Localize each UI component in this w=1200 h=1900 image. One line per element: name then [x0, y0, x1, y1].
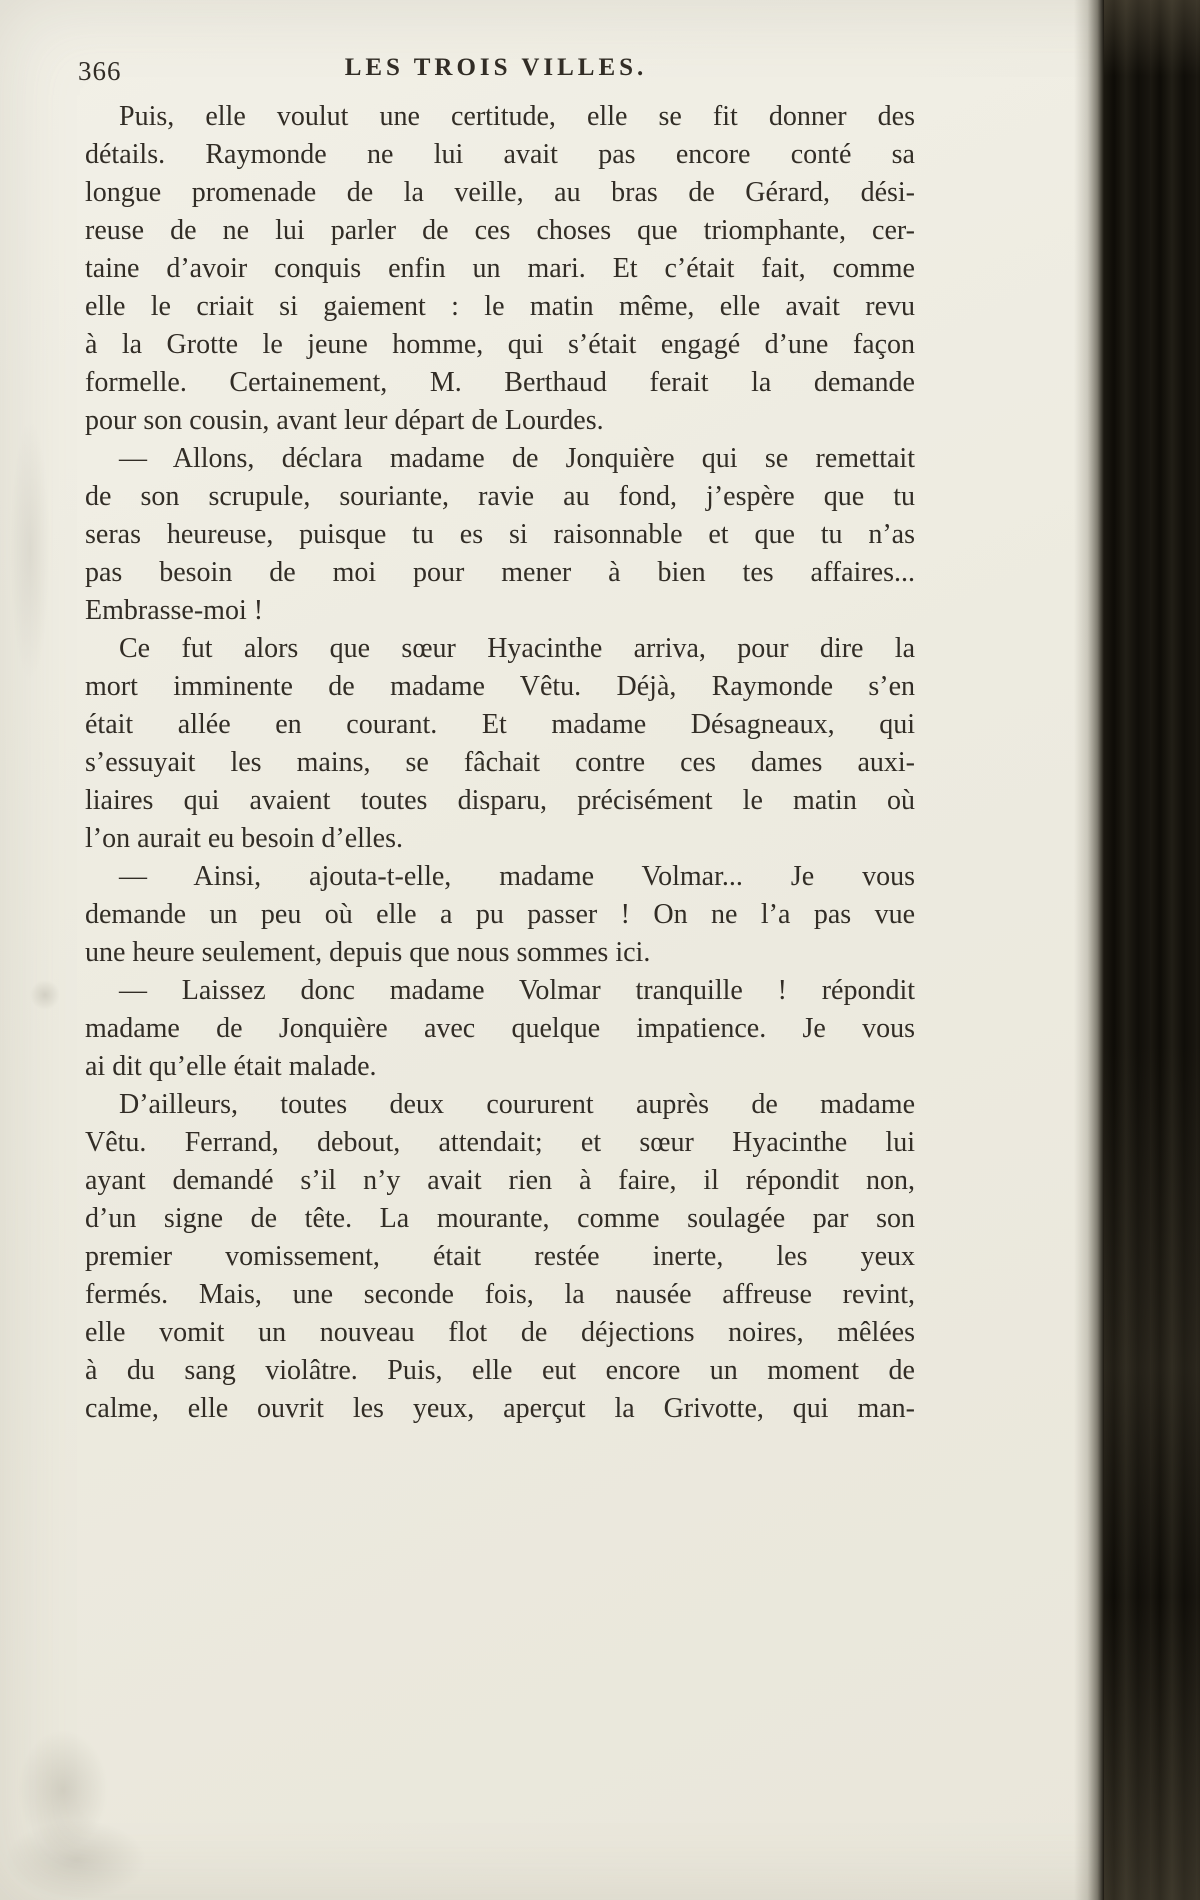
scan-smudge [18, 1730, 108, 1850]
text-line: elle vomit un nouveau flot de déjections noires, mêlées [85, 1317, 915, 1348]
text-line: seras heureuse, puisque tu es si raisonnable et que tu n’as [85, 519, 915, 550]
text-line: liaires qui avaient toutes disparu, précisément le matin où [85, 785, 915, 816]
paragraph [85, 630, 915, 858]
text-line: pas besoin de moi pour mener à bien tes affaires... [85, 557, 915, 588]
text-line: une heure seulement, depuis que nous sommes ici. [85, 937, 651, 968]
text-line: reuse de ne lui parler de ces choses que triomphante, cer- [85, 215, 915, 246]
text-line: Vêtu. Ferrand, debout, attendait; et sœur Hyacinthe lui [85, 1127, 915, 1158]
text-line: — Allons, déclara madame de Jonquière qui se remettait [119, 443, 915, 474]
scan-smudge [6, 1820, 146, 1900]
text-line: D’ailleurs, toutes deux coururent auprès de madame [119, 1089, 915, 1120]
text-line: calme, elle ouvrit les yeux, aperçut la Grivotte, qui man- [85, 1393, 915, 1424]
text-line: mort imminente de madame Vêtu. Déjà, Raymonde s’en [85, 671, 915, 702]
text-line: détails. Raymonde ne lui avait pas encore conté sa [85, 139, 915, 170]
text-line: madame de Jonquière avec quelque impatience. Je vous [85, 1013, 915, 1044]
text-line: l’on aurait eu besoin d’elles. [85, 823, 404, 854]
text-line: s’essuyait les mains, se fâchait contre ces dames auxi- [85, 747, 915, 778]
text-line: Ce fut alors que sœur Hyacinthe arriva, pour dire la [119, 633, 915, 664]
text-line: pour son cousin, avant leur départ de Lourdes. [85, 405, 604, 436]
text-block [85, 98, 915, 1428]
text-line: ayant demandé s’il n’y avait rien à faire, il répondit non, [85, 1165, 915, 1196]
paragraph [85, 972, 915, 1086]
text-line: taine d’avoir conquis enfin un mari. Et c’était fait, comme [85, 253, 915, 284]
text-line: — Ainsi, ajouta-t-elle, madame Volmar... Je vous [119, 861, 915, 892]
text-line: à du sang violâtre. Puis, elle eut encore un moment de [85, 1355, 915, 1386]
paragraph [85, 858, 915, 972]
text-line: Embrasse-moi ! [85, 595, 264, 626]
text-line: à la Grotte le jeune homme, qui s’était engagé d’une façon [85, 329, 915, 360]
text-line: longue promenade de la veille, au bras de Gérard, dési- [85, 177, 915, 208]
text-line: elle le criait si gaiement : le matin même, elle avait revu [85, 291, 915, 322]
text-line: premier vomissement, était restée inerte, les yeux [85, 1241, 915, 1272]
text-line: ai dit qu’elle était malade. [85, 1051, 377, 1082]
paragraph [85, 1086, 915, 1428]
scan-edge-shadow [1074, 0, 1104, 1900]
text-line: d’un signe de tête. La mourante, comme soulagée par son [85, 1203, 915, 1234]
text-line: formelle. Certainement, M. Berthaud ferait la demande [85, 367, 915, 398]
page-header [78, 52, 914, 92]
page-number: 366 [78, 56, 122, 86]
scan-smudge [30, 980, 60, 1010]
paragraph [85, 98, 915, 440]
running-title: LES TROIS VILLES. [344, 54, 648, 81]
text-line: — Laissez donc madame Volmar tranquille ! répondit [119, 975, 915, 1006]
text-line: était allée en courant. Et madame Désagneaux, qui [85, 709, 915, 740]
text-line: demande un peu où elle a pu passer ! On ne l’a pas vue [85, 899, 915, 930]
text-line: fermés. Mais, une seconde fois, la nausée affreuse revint, [85, 1279, 915, 1310]
paragraph [85, 440, 915, 630]
scan-smudge [10, 420, 50, 680]
text-line: Puis, elle voulut une certitude, elle se fit donner des [119, 101, 915, 132]
scan-band [1104, 0, 1200, 1900]
text-line: de son scrupule, souriante, ravie au fond, j’espère que tu [85, 481, 915, 512]
